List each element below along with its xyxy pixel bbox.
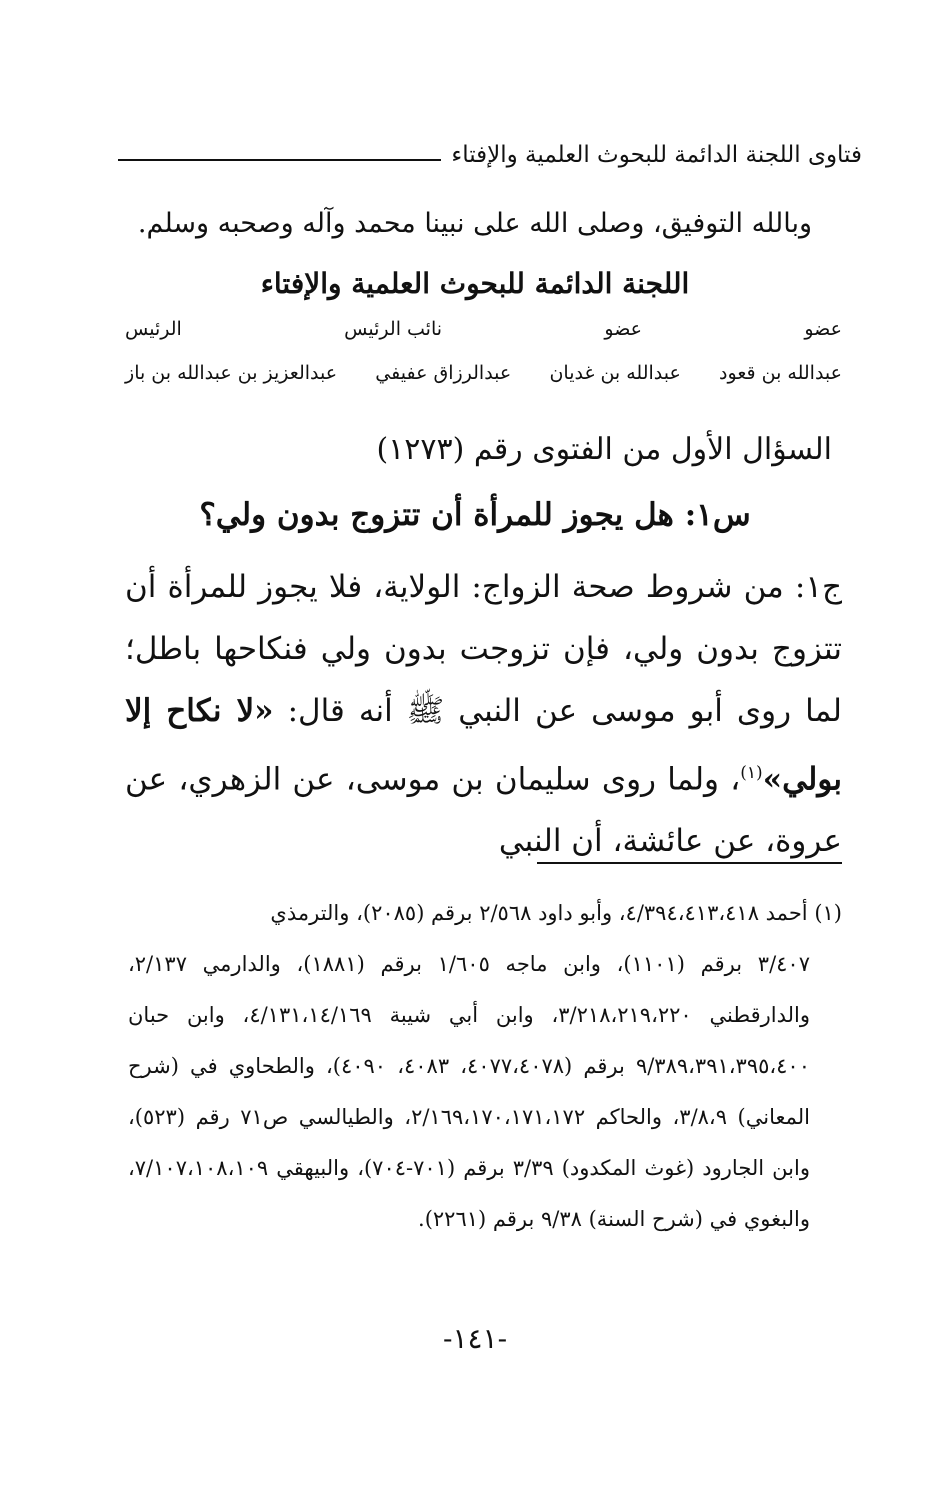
footnote-first-line: (١) أحمد ٤/٣٩٤،٤١٣،٤١٨، وأبو داود ٢/٥٦٨ برقم (٢٠٨٥)، والترمذي <box>270 901 842 925</box>
signatory-role: عضو <box>804 318 842 340</box>
signatory-name: عبدالرزاق عفيفي <box>375 362 512 384</box>
signatory-name: عبدالله بن غديان <box>549 362 681 384</box>
footnote-continuation: ٣/٤٠٧ برقم (١١٠١)، وابن ماجه ١/٦٠٥ برقم (١٨٨١)، والدارمي ٢/١٣٧، والدارقطني ٣/٢١٨،٢١٩،٢٢٠، وابن أبي شيبة ٤/١٣١،١٤/١٦٩، وابن حبان ٩/٣٨٩،٣٩١،٣٩٥،٤٠٠ برقم (٤٠٧٧،٤٠٧٨، ٤٠٨٣، ٤٠٩٠)، والطحاوي في (شرح المعاني) ٣/٨،٩، والحاكم ٢/١٦٩،١٧٠،١٧١،١٧٢، والطيالسي ص٧١ رقم (٥٢٣)، وابن الجارود (غوث المكدود) ٣/٣٩ برقم (٧٠١-٧٠٤)، والبيهقي ٧/١٠٧،١٠٨،١٠٩، والبغوي في (شرح السنة) ٩/٣٨ برقم (٢٢٦١). <box>128 952 810 1231</box>
signatory-role: الرئيس <box>125 318 182 340</box>
signatory-roles <box>125 318 842 340</box>
signatory-name: عبدالله بن قعود <box>719 362 842 384</box>
question-reference: السؤال الأول من الفتوى رقم (١٢٧٣) <box>376 432 832 467</box>
signatory-names <box>125 362 842 384</box>
answer-text-continued: ، ولما روى سليمان بن موسى، عن الزهري، عن عروة، عن عائشة، أن النبي <box>125 761 842 860</box>
answer-text: ج١: من شروط صحة الزواج: الولاية، فلا يجوز للمرأة أن تتزوج بدون ولي، فإن تزوجت بدون ولي فنكاحها باطل؛ لما روى أبو موسى عن النبي ﷺ أنه قال: <box>125 569 842 729</box>
signatory-role: عضو <box>604 318 643 340</box>
running-header <box>118 135 862 175</box>
footnote <box>128 888 842 1245</box>
committee-title: اللجنة الدائمة للبحوث العلمية والإفتاء <box>260 267 690 300</box>
answer-paragraph <box>125 556 842 872</box>
question-heading: س١: هل يجوز للمرأة أن تتزوج بدون ولي؟ <box>199 497 751 533</box>
page-number: -١٤١- <box>442 1322 508 1355</box>
footnote-rule <box>537 862 842 864</box>
closing-line: وبالله التوفيق، وصلى الله على نبينا محمد وآله وصحبه وسلم. <box>137 208 813 239</box>
signatory-name: عبدالعزيز بن عبدالله بن باز <box>125 362 338 384</box>
hadith-quote: «لا نكاح إلا بولي» <box>125 693 842 798</box>
running-title: فتاوى اللجنة الدائمة للبحوث العلمية والإفتاء <box>451 142 862 168</box>
footnote-marker: (١) <box>740 763 763 783</box>
header-rule <box>118 159 441 161</box>
signatory-role: نائب الرئيس <box>344 318 443 340</box>
